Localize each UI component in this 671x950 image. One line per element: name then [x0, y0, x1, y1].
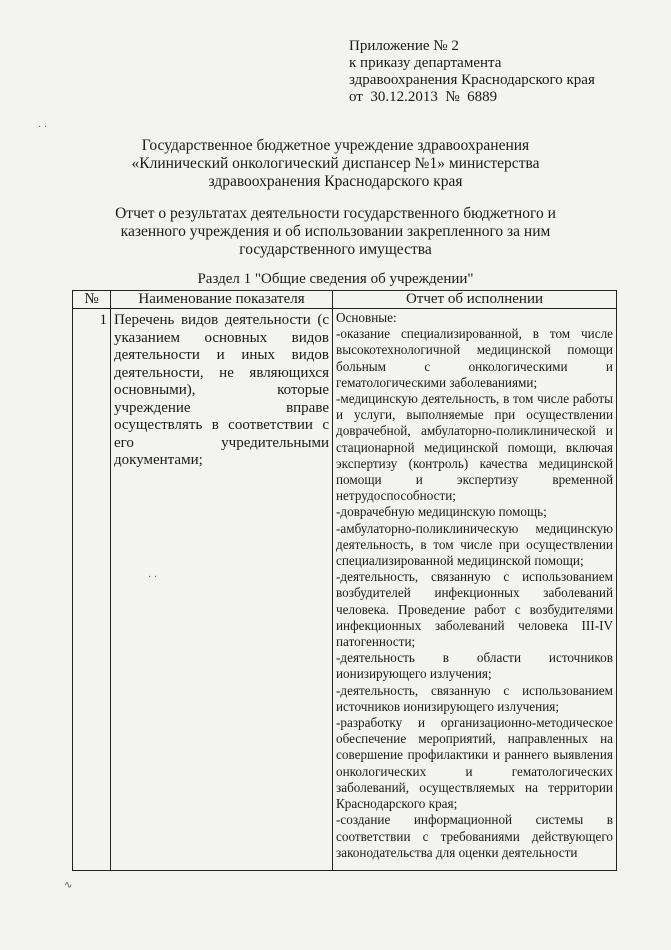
table-row [73, 309, 617, 871]
report-line: -деятельность в области источников ионизирующего излучения; [336, 650, 613, 682]
institution-name [0, 137, 671, 191]
report-line: -оказание специализированной, в том числе высокотехнологичной медицинской помощи больным с онкологическими и гематологическими заболеваниями; [336, 326, 613, 390]
header-report: Отчет об исполнении [333, 291, 617, 309]
appendix-line: от 30.12.2013 № 6889 [349, 89, 498, 105]
scan-speck: · · [38, 122, 48, 133]
header-number: № [73, 291, 111, 309]
appendix-block [349, 38, 595, 106]
institution-line: «Клинический онкологический диспансер №1» министерства [131, 155, 540, 172]
report-title-line: государственного имущества [239, 241, 432, 258]
report-line: -создание информационной системы в соответствии с требованиями действующего законодательства для оценки деятельности [336, 812, 613, 860]
scan-speck: · · [148, 572, 158, 583]
report-line: -деятельность, связанную с использованием источников ионизирующего излучения; [336, 682, 613, 714]
row-number: 1 [73, 309, 111, 871]
report-line: -разработку и организационно-методическое обеспечение мероприятий, направленных на совершение профилактики и раннего выявления онкологических и гематологических заболеваний, осуществляемых на территории Краснодарского края; [336, 715, 613, 812]
report-line: -деятельность, связанную с использованием возбудителей инфекционных заболеваний человека. Проведение работ с возбудителями инфекционных заболеваний человека III-IV патогенности; [336, 569, 613, 650]
appendix-line: здравоохранения Краснодарского края [349, 72, 595, 88]
report-cell [333, 309, 617, 871]
institution-line: здравоохранения Краснодарского края [208, 173, 463, 190]
report-line: -доврачебную медицинскую помощь; [336, 504, 547, 520]
report-title-line: Отчет о результатах деятельности государственного бюджетного и [115, 205, 556, 222]
header-indicator: Наименование показателя [111, 291, 333, 309]
appendix-line: к приказу департамента [349, 55, 502, 71]
section-title: Раздел 1 "Общие сведения об учреждении" [197, 271, 474, 287]
indicator-cell: Перечень видов деятельности (с указанием основных видов деятельности и иных видов деятельности, не являющихся основными), которые учреждение вправе осуществлять в соответствии с его учредительными документами; [111, 309, 333, 871]
report-title-line: казенного учреждения и об использовании закрепленного за ним [120, 223, 551, 240]
report-line: -медицинскую деятельность, в том числе работы и услуги, выполняемые при осуществлении доврачебной, амбулаторно-поликлинической и стационарной медицинской помощи, включая экспертизу (контроль) качества медицинской помощи и экспертизу временной нетрудоспособности; [336, 391, 613, 504]
report-title [0, 205, 671, 259]
institution-line: Государственное бюджетное учреждение здравоохранения [141, 137, 530, 154]
appendix-line: Приложение № 2 [349, 38, 459, 54]
table-header-row [73, 291, 617, 309]
report-line: Основные: [336, 310, 397, 325]
report-line: -амбулаторно-поликлиническую медицинскую деятельность, в том числе при осуществлении специализированной медицинской помощи; [336, 520, 613, 569]
scan-speck: ∿ [64, 880, 73, 891]
